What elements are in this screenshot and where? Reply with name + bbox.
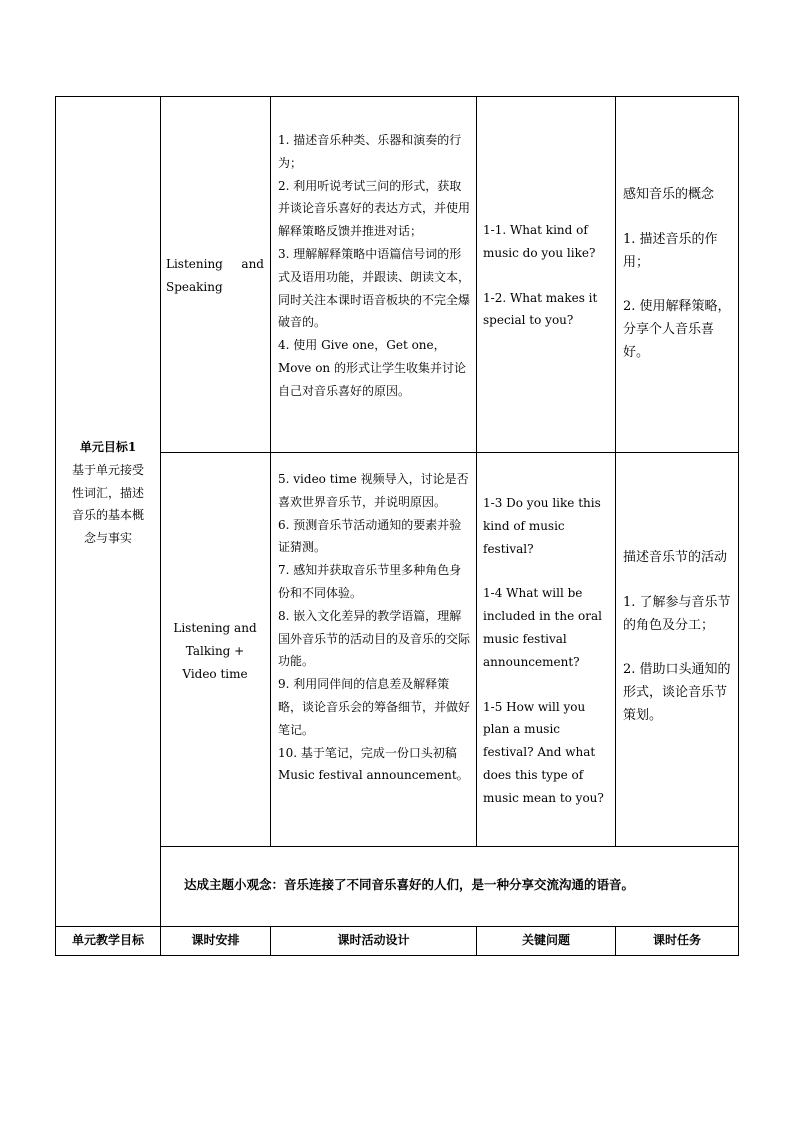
task-item: 2. 使用解释策略，分享个人音乐喜好。 bbox=[623, 299, 731, 360]
table-border-left bbox=[55, 96, 56, 956]
activity-item: 9. 利用同伴间的信息差及解释策略，谈论音乐会的筹备细节，并做好笔记。 bbox=[278, 677, 471, 737]
footer-col-questions: 关键问题 bbox=[521, 933, 570, 947]
unit-goal-line: 念与事实 bbox=[83, 531, 132, 546]
key-question: 1-4 What will be included in the oral music festival announcement? bbox=[483, 586, 602, 669]
footer-col-unit-goal: 单元教学目标 bbox=[71, 933, 144, 947]
lesson-word: Speaking bbox=[166, 279, 223, 294]
row-divider-3 bbox=[55, 926, 739, 927]
key-question: 1-2. What makes it special to you? bbox=[483, 290, 598, 328]
activity-item: 3. 理解解释策略中语篇信号词的形式及语用功能，并跟读、朗读文本，同时关注本课时语音板块的不完全爆破音的。 bbox=[278, 246, 471, 330]
key-question: 1-1. What kind of music do you like? bbox=[483, 223, 596, 260]
row-divider-1 bbox=[160, 452, 739, 453]
activity-item: 5. video time 视频导入，讨论是否喜欢世界音乐节，并说明原因。 bbox=[278, 472, 469, 509]
unit-goal-title: 单元目标1 bbox=[79, 440, 137, 454]
lesson-cell-2 bbox=[166, 617, 264, 685]
question-cell-2 bbox=[483, 492, 609, 810]
task-cell-1 bbox=[623, 184, 733, 365]
lesson-word: and bbox=[241, 257, 264, 271]
lesson-word: Video time bbox=[182, 666, 248, 681]
lesson-cell-1 bbox=[166, 253, 264, 299]
activity-item: 7. 感知并获取音乐节里多种角色身份和不同体验。 bbox=[278, 563, 462, 600]
activity-item: 2. 利用听说考试三问的形式，获取并谈论音乐喜好的表达方式，并使用解释策略反馈并推进对话； bbox=[278, 178, 471, 239]
task-cell-2 bbox=[623, 547, 733, 728]
activity-cell-1 bbox=[278, 129, 471, 403]
key-question: 1-5 How will you plan a music festival? And what does this type of music mean to you? bbox=[483, 699, 604, 805]
theme-summary: 达成主题小观念：音乐连接了不同音乐喜好的人们，是一种分享交流沟通的语音。 bbox=[184, 877, 635, 892]
task-item: 2. 借助口头通知的形式，谈论音乐节策划。 bbox=[623, 662, 731, 723]
activity-cell-2 bbox=[278, 468, 471, 787]
question-cell-1 bbox=[483, 219, 609, 332]
activity-item: 1. 描述音乐种类、乐器和演奏的行为； bbox=[278, 133, 462, 170]
unit-goal-line: 音乐的基本概 bbox=[71, 508, 144, 523]
activity-item: 6. 预测音乐节活动通知的要素并验证猜测。 bbox=[278, 517, 462, 555]
lesson-word: Listening bbox=[166, 257, 223, 271]
col-divider-4a bbox=[615, 96, 616, 847]
activity-item: 10. 基于笔记，完成一份口头初稿 Music festival announcement。 bbox=[278, 745, 469, 783]
lesson-word: Listening and bbox=[173, 621, 257, 635]
footer-col-lesson: 课时安排 bbox=[191, 933, 240, 947]
unit-goal-cell bbox=[58, 436, 158, 550]
activity-item: 4. 使用 Give one，Get one，Move on 的形式让学生收集并讨论自己对音乐喜好的原因。 bbox=[278, 338, 466, 398]
col-divider-3a bbox=[476, 96, 477, 847]
activity-item: 8. 嵌入文化差异的教学语篇，理解国外音乐节的活动目的及音乐的交际功能。 bbox=[278, 608, 471, 669]
task-item: 1. 了解参与音乐节的角色及分工； bbox=[623, 594, 731, 633]
footer-col-activities: 课时活动设计 bbox=[337, 933, 410, 947]
key-question: 1-3 Do you like this kind of music festival? bbox=[483, 496, 601, 556]
task-item: 1. 描述音乐的作用； bbox=[623, 231, 718, 270]
unit-goal-line: 性词汇，描述 bbox=[71, 485, 144, 500]
footer-col-tasks: 课时任务 bbox=[652, 933, 701, 947]
table-border-right bbox=[738, 96, 739, 956]
row-divider-2 bbox=[160, 846, 739, 847]
table-border-bottom bbox=[55, 955, 739, 956]
table-border-top bbox=[55, 96, 739, 97]
task-heading: 感知音乐的概念 bbox=[623, 187, 715, 202]
col-divider-1 bbox=[160, 96, 161, 956]
unit-goal-line: 基于单元接受 bbox=[71, 462, 144, 477]
task-heading: 描述音乐节的活动 bbox=[623, 550, 728, 565]
col-divider-2a bbox=[270, 96, 271, 847]
lesson-word: Talking + bbox=[185, 643, 245, 658]
